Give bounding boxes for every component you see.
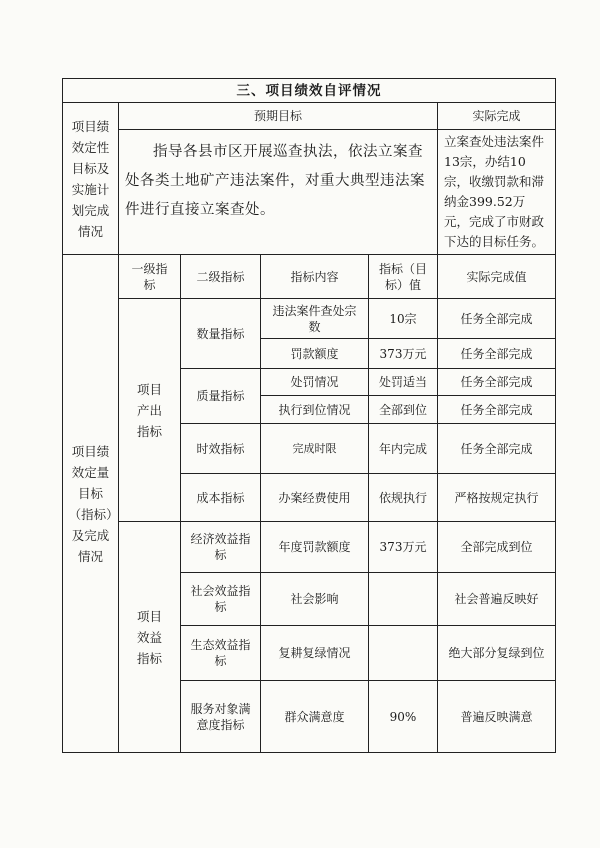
economic-target: 373万元 — [379, 540, 427, 554]
quality-indicator-label: 质量指标 — [196, 389, 245, 403]
output-indicator-label: 项目产出指标 — [136, 381, 162, 439]
header-actual-completion: 实际完成 — [472, 109, 521, 123]
satisfaction-indicator-label: 服务对象满意度指标 — [190, 701, 251, 732]
satisfaction-actual: 普遍反映满意 — [460, 709, 533, 724]
expected-goal-text: 指导各县市区开展巡查执法，依法立案查处各类土地矿产违法案件，对重大典型违法案件进行直接立案查处。 — [125, 144, 425, 218]
cost-content: 办案经费使用 — [278, 490, 351, 505]
actual-completion-text: 立案查处违法案件13宗，办结10宗，收缴罚款和滞纳金399.52万元，完成了市财政下达的目标任务。 — [444, 134, 545, 249]
quantity-row-2-content: 罚款额度 — [290, 346, 339, 361]
cost-actual: 严格按规定执行 — [454, 490, 539, 505]
quality-row-1-target: 处罚适当 — [378, 375, 427, 389]
satisfaction-target: 90% — [389, 709, 417, 724]
ecological-content: 复耕复绿情况 — [278, 646, 351, 660]
social-actual: 社会普遍反映好 — [454, 592, 539, 606]
cost-indicator-label: 成本指标 — [196, 490, 245, 505]
quantity-row-1-content: 违法案件查处宗数 — [272, 303, 357, 334]
economic-actual: 全部完成到位 — [460, 540, 533, 554]
header-actual: 实际完成值 — [466, 269, 527, 284]
social-indicator-label: 社会效益指标 — [190, 584, 251, 614]
quantity-row-1-actual: 任务全部完成 — [460, 311, 533, 326]
quantity-row-1-target: 10宗 — [389, 311, 417, 326]
economic-content: 年度罚款额度 — [278, 540, 351, 554]
satisfaction-content: 群众满意度 — [284, 709, 345, 724]
social-content: 社会影响 — [290, 592, 339, 606]
qualitative-row-label: 项目绩效定性目标及实施计划完成情况 — [71, 118, 110, 239]
rule — [555, 78, 556, 753]
timeliness-target: 年内完成 — [378, 441, 427, 456]
ecological-actual: 绝大部分复绿到位 — [448, 646, 545, 660]
quality-row-1-actual: 任务全部完成 — [460, 375, 533, 389]
cost-target: 依规执行 — [378, 490, 427, 505]
ecological-target — [369, 626, 437, 680]
economic-indicator-label: 经济效益指标 — [190, 532, 251, 562]
quality-row-2-actual: 任务全部完成 — [460, 402, 533, 417]
timeliness-content: 完成时限 — [292, 441, 337, 455]
quality-row-2-target: 全部到位 — [378, 402, 427, 417]
benefit-indicator-label: 项目效益指标 — [136, 608, 162, 666]
header-expected-goal: 预期目标 — [253, 109, 302, 123]
header-level1: 一级指标 — [131, 261, 168, 292]
rule — [62, 752, 556, 753]
quantity-indicator-label: 数量指标 — [196, 326, 245, 341]
social-target — [369, 573, 437, 625]
quality-row-1-content: 处罚情况 — [290, 375, 339, 389]
header-content: 指标内容 — [290, 269, 339, 284]
quantity-row-2-target: 373万元 — [379, 346, 427, 361]
quality-row-2-content: 执行到位情况 — [278, 402, 351, 417]
header-level2: 二级指标 — [196, 269, 245, 284]
timeliness-actual: 任务全部完成 — [460, 441, 533, 456]
timeliness-indicator-label: 时效指标 — [196, 441, 245, 456]
quantitative-row-label: 项目绩效定量目标（指标）及完成情况 — [68, 443, 113, 564]
section-title: 三、项目绩效自评情况 — [236, 82, 382, 99]
ecological-indicator-label: 生态效益指标 — [190, 638, 251, 668]
quantity-row-2-actual: 任务全部完成 — [460, 346, 533, 361]
header-target: 指标（目标）值 — [378, 261, 427, 292]
